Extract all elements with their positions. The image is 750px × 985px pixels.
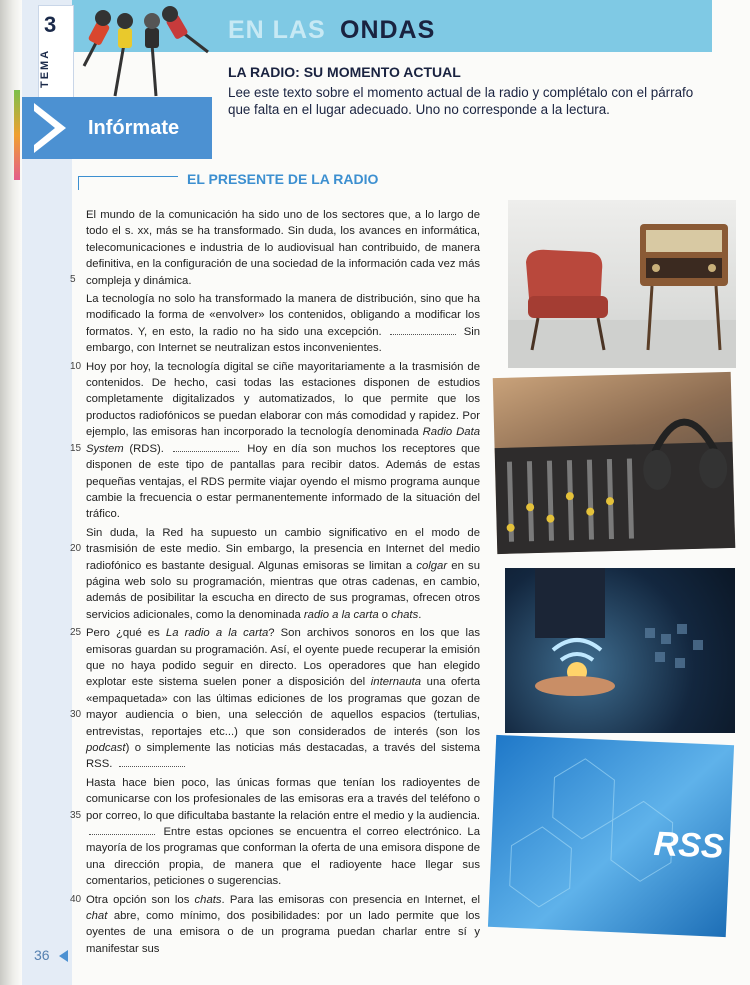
microphone-icon — [84, 10, 111, 66]
term-podcast: podcast — [86, 742, 126, 754]
line-number: 15 — [70, 442, 82, 454]
paragraph-5 — [70, 625, 481, 773]
article-rule-corner — [78, 176, 79, 190]
photo-rss — [488, 735, 734, 937]
term-chat: chat — [86, 910, 108, 923]
title-ondas: ONDAS — [340, 16, 436, 44]
task-heading: LA RADIO: SU MOMENTO ACTUAL — [228, 64, 461, 80]
paragraph-text: Hoy en día son muchos los receptores que disponen de este tipo de pantallas para recibir datos. Además de estas pequeñas ventajas, el RDS permite viajar oyendo el mismo programa aunque cambie la frecuencia o estar permanentemente informado de la situación del tráfico. — [86, 442, 480, 521]
term-chats: chats — [391, 608, 419, 621]
spine-color-marks — [14, 90, 20, 180]
blank-gap[interactable] — [89, 825, 155, 835]
paragraph-text: (RDS). — [129, 442, 164, 455]
title-en-las: EN LAS — [228, 16, 326, 44]
line-number: 10 — [70, 360, 82, 372]
paragraph-text: . — [418, 608, 422, 621]
rss-label: RSS — [652, 824, 725, 866]
paragraph-3 — [70, 359, 481, 523]
paragraph-text: La tecnología no solo ha transformado la manera de distribución, sino que ha modificado la forma de «envolver» los contenidos, obligando a modificar los formatos. Y, en esto, la radio no ha sido una excepción. — [86, 293, 480, 338]
blank-gap[interactable] — [119, 757, 185, 767]
microphone-icon — [144, 13, 160, 96]
wifi-icon — [553, 640, 601, 660]
photo-mixing-console — [493, 372, 736, 554]
paragraph-text: Sin embargo, con Internet se neutralizan estos inconvenientes. — [86, 325, 481, 355]
paragraph-1 — [70, 207, 480, 289]
paragraph-4 — [70, 525, 480, 623]
article-title: EL PRESENTE DE LA RADIO — [187, 171, 379, 187]
paragraph-text: abre, como mínimo, dos posibilidades: por un lado permite que los oyentes de una emisora o de un programa puedan charlar entre sí y manifestar sus — [86, 910, 481, 955]
line-number: 35 — [70, 809, 82, 821]
paragraph-2 — [86, 291, 480, 357]
photo-armchair-radio — [508, 200, 736, 368]
microphones-illustration — [70, 4, 215, 98]
term-rds: Radio Data System — [86, 426, 481, 455]
paragraph-text: Hoy por hoy, la tecnología digital se ciñe mayoritariamente a la trasmisión de contenidos. De hecho, casi todas las estaciones disponen de estudios completamente digitalizados y automatizados, lo que permite que los productos radiofónicos se puedan elaborar con más comodidad y rapidez. Por ejemplo, las emisoras han incorporado la tecnología denominada — [86, 360, 480, 439]
article-body — [70, 207, 481, 959]
paragraph-text: Hasta hace bien poco, las únicas formas que tenían los radioyentes de comunicarse con los profesionales de las emisoras era a través del teléfono o por correo, lo que dificultaba bastante la relación entre el medio y la audiencia. — [86, 776, 480, 822]
armchair-radio-illustration — [508, 200, 736, 368]
paragraph-text: Otra opción son los — [86, 893, 190, 906]
photo-wifi-hand — [505, 568, 735, 733]
paragraph-text: o — [381, 608, 389, 621]
line-number: 25 — [70, 627, 82, 639]
blank-gap[interactable] — [390, 325, 456, 335]
paragraph-text: . Para las emisoras con presencia en Internet, el — [221, 893, 480, 906]
paragraph-text: Pero ¿qué es — [86, 627, 160, 640]
term-internauta: internauta — [370, 676, 422, 689]
microphone-icon — [162, 6, 208, 52]
line-number: 40 — [70, 893, 82, 905]
data-squares — [645, 624, 703, 668]
paragraph-text: una oferta «empaquetada» con las últimas ediciones de los programas que gozan de mayor audiencia o bien, una selección de aquellos espacios (tertulias, entrevistas, reportajes etc...) que son considerados de interés (son los — [86, 676, 481, 738]
paragraph-text: ? Son archivos sonoros en los que las emisoras guardan su programación. Así, el oyente puede recuperar la emisión que no haya podido seguir en directo. Los operadores que han elegido explotar este sistema suelen poner a disposición del — [86, 627, 480, 689]
term-radio-carta: La radio a la carta — [165, 627, 269, 640]
wifi-hand-illustration — [505, 568, 735, 733]
term-colgar: colgar — [416, 559, 448, 572]
tema-number: 3 — [44, 12, 57, 37]
paragraph-7 — [70, 892, 481, 958]
arrow-icon-inner — [34, 111, 55, 145]
page-arrow-icon — [59, 950, 68, 962]
mixing-console-illustration — [493, 372, 736, 554]
paragraph-text: ) o simplemente las noticias más destacadas, a través del sistema RSS. — [86, 742, 480, 771]
paragraph-text: Sin duda, la Red ha supuesto un cambio significativo en el modo de trasmisión de este medio. Sin embargo, la presencia en Internet del medio radiofónico es bastante desigual. Algunas emisoras se limitan a — [86, 526, 480, 572]
paragraph-text: El mundo de la comunicación ha sido uno de los sectores que, a lo largo de todo el s. xx, más se ha transformado. Sin duda, los avances en informática, telecomunicaciones e industria de lo audiovisual han contribuido, de manera definitiva, en la configuración de una sociedad de la información cada vez más compleja y dinámica. — [86, 209, 480, 287]
tema-label: TEMA — [39, 48, 51, 88]
line-number: 20 — [70, 542, 82, 554]
microphone-icon — [115, 13, 133, 96]
paragraph-6 — [70, 775, 480, 890]
line-number: 30 — [70, 709, 82, 721]
paragraph-text: en su página web solo su programación, mientras que otras cadenas, en cambio, además de posibilitar la escucha en directo de sus programas, ofrecen otros servicios adicionales, como la denominada — [86, 559, 480, 621]
task-instructions: Lee este texto sobre el momento actual de la radio y complétalo con el párrafo que falta en el lugar adecuado. Uno no corresponde a la lectura. — [228, 85, 694, 117]
section-label: Infórmate — [88, 117, 180, 139]
paragraph-text: Entre estas opciones se encuentra el correo electrónico. La mayoría de los programas que conforman la oferta de una emisora dispone de una dirección propia, de manera que el radioyente hace llegar sus comentarios, peticiones o sugerencias. — [86, 826, 480, 888]
term-chats: chats — [194, 893, 222, 906]
blank-gap[interactable] — [173, 442, 239, 452]
article-rule — [78, 176, 178, 177]
page-number: 36 — [34, 947, 50, 963]
term-radio-carta: radio a la carta — [303, 608, 379, 621]
line-number: 5 — [70, 274, 76, 285]
